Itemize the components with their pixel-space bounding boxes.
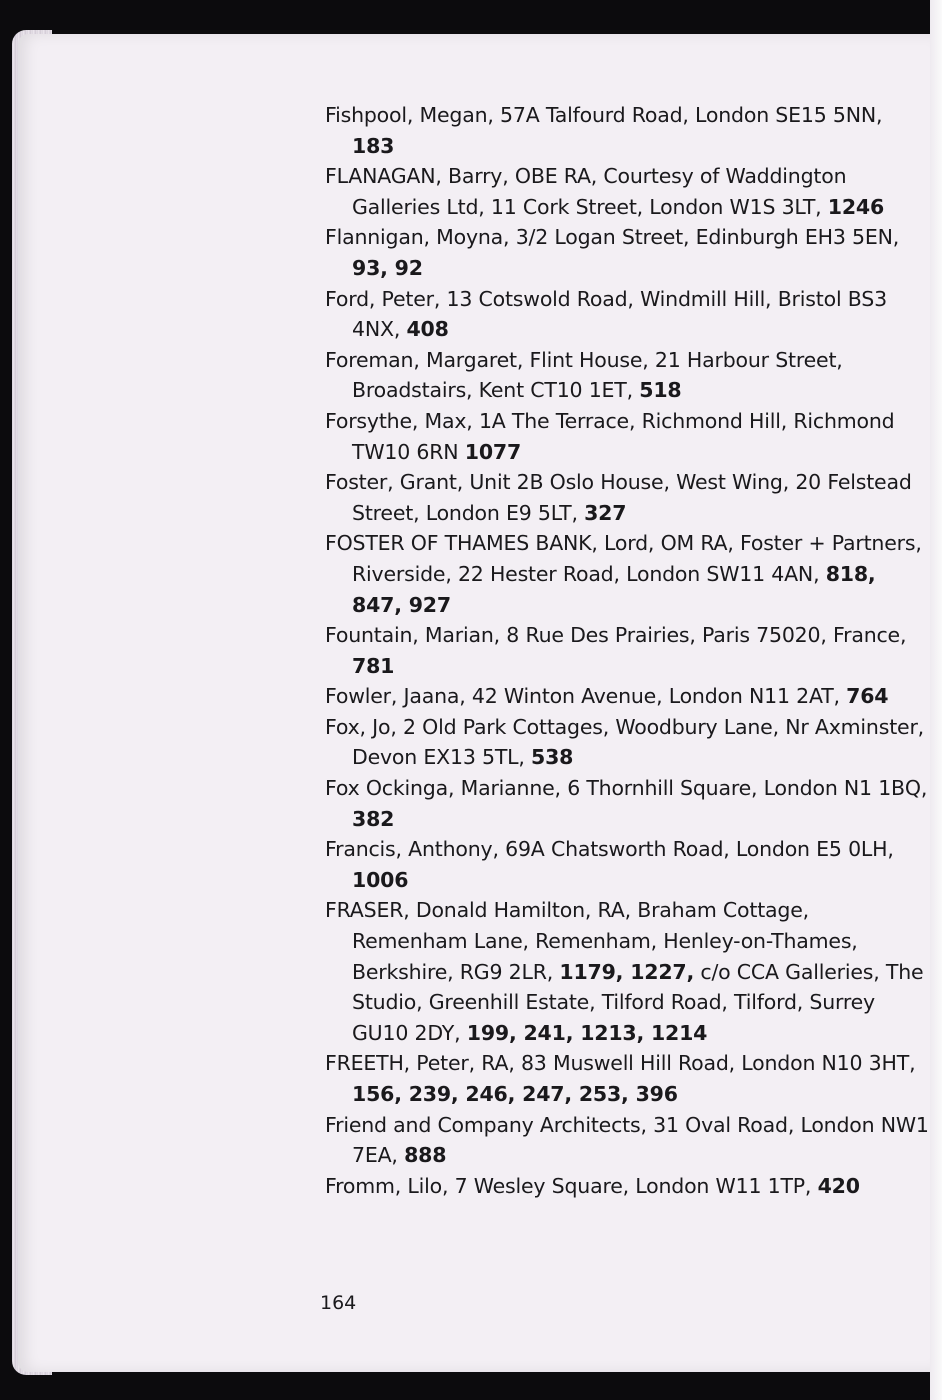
entry-pages: 1179, 1227, (559, 959, 695, 984)
entry-pages: 1246 (827, 194, 885, 219)
entry-name: Francis, Anthony, (325, 837, 499, 862)
index-entry (325, 1048, 930, 1109)
index-entry-list (325, 100, 930, 1201)
entry-address: 6 Thornhill Square, London N1 1BQ, (567, 776, 928, 801)
index-entry (325, 834, 930, 895)
entry-address: Unit 2B Oslo House, West Wing, 20 Felstead Street, London E9 5LT, (352, 470, 912, 525)
entry-address: RA, 83 Muswell Hill Road, London N10 3HT, (481, 1051, 916, 1076)
index-entry (325, 681, 930, 712)
entry-pages: 156, 239, 246, 247, 253, 396 (352, 1082, 678, 1106)
entry-name: Foster, Grant, (325, 470, 464, 495)
entry-pages-secondary: 199, 241, 1213, 1214 (466, 1020, 708, 1045)
index-entry (325, 100, 930, 161)
index-entry (325, 284, 930, 345)
entry-pages: 1077 (464, 439, 522, 464)
entry-name: Fox Ockinga, Marianne, (325, 776, 561, 801)
entry-pages: 518 (639, 378, 682, 403)
entry-address: Flint House, 21 Harbour Street, Broadstairs, Kent CT10 1ET, (352, 347, 843, 403)
entry-name: FLANAGAN, Barry, (325, 164, 509, 189)
entry-address: OM RA, Foster + Partners, Riverside, 22 Hester Road, London SW11 4AN, (352, 531, 922, 586)
entry-address: 69A Chatsworth Road, London E5 0LH, (505, 837, 894, 862)
entry-address: 42 Winton Avenue, London N11 2AT, (471, 684, 840, 709)
index-entry (325, 222, 930, 283)
entry-name: Fountain, Marian, (325, 623, 500, 648)
entry-address: 1A The Terrace, Richmond Hill, Richmond TW10 6RN (352, 408, 895, 464)
entry-name: Flannigan, Moyna, (325, 225, 510, 250)
entry-pages: 764 (846, 684, 889, 709)
entry-pages: 93, 92 (352, 255, 423, 280)
entry-address: 2 Old Park Cottages, Woodbury Lane, Nr Axminster, Devon EX13 5TL, (352, 714, 924, 770)
index-entry (325, 467, 930, 528)
entry-name: Ford, Peter, (325, 286, 441, 311)
entry-name: FOSTER OF THAMES BANK, Lord, (325, 531, 655, 556)
entry-name: Friend and Company Architects, (325, 1112, 647, 1137)
index-entry (325, 406, 930, 467)
entry-name: Fox, Jo, (325, 714, 397, 739)
entry-name: Foreman, Margaret, (325, 347, 524, 372)
index-entry (325, 1110, 930, 1171)
entry-name: Fromm, Lilo, (325, 1173, 449, 1198)
entry-pages: 420 (817, 1173, 860, 1198)
entry-pages: 538 (531, 745, 574, 770)
entry-address: 7 Wesley Square, London W11 1TP, (454, 1173, 812, 1198)
entry-address: 3/2 Logan Street, Edinburgh EH3 5EN, (515, 225, 900, 250)
entry-pages: 781 (352, 653, 395, 678)
entry-pages: 382 (352, 806, 395, 831)
entry-name: Fishpool, Megan, (325, 103, 494, 127)
entry-pages: 408 (406, 317, 449, 342)
index-entry (325, 528, 930, 620)
entry-name: Forsythe, Max, (325, 408, 473, 433)
entry-name: Fowler, Jaana, (325, 684, 466, 709)
page-right-edge (930, 0, 942, 1400)
entry-address-secondary: c/o CCA Galleries, The Studio, Greenhill Estate, Tilford Road, Tilford, Surrey GU10 2DY, (352, 959, 924, 1045)
index-entry (325, 345, 930, 406)
entry-name: FREETH, Peter, (325, 1051, 475, 1076)
entry-address: 57A Talfourd Road, London SE15 5NN, (500, 103, 883, 127)
entry-address: RA, Braham Cottage, Remenham Lane, Remenham, Henley-on-Thames, Berkshire, RG9 2LR, (352, 898, 858, 984)
entry-address: 8 Rue Des Prairies, Paris 75020, France, (506, 623, 907, 648)
index-entry (325, 161, 930, 222)
index-entry (325, 773, 930, 834)
entry-pages: 183 (352, 133, 395, 158)
entry-pages: 327 (584, 500, 627, 525)
entry-pages: 818, 847, 927 (352, 561, 876, 617)
entry-name: FRASER, Donald Hamilton, (325, 898, 592, 923)
entry-address: 31 Oval Road, London NW1 7EA, (352, 1112, 929, 1168)
index-entry (325, 620, 930, 681)
index-entry (325, 712, 930, 773)
index-entry (325, 895, 930, 1048)
entry-address: 13 Cotswold Road, Windmill Hill, Bristol BS3 4NX, (352, 286, 887, 342)
page-number: 164 (320, 1292, 357, 1314)
index-entry (325, 1171, 930, 1202)
entry-pages: 888 (404, 1143, 447, 1168)
entry-address: OBE RA, Courtesy of Waddington Galleries Ltd, 11 Cork Street, London W1S 3LT, (352, 164, 847, 219)
entry-pages: 1006 (352, 867, 409, 892)
